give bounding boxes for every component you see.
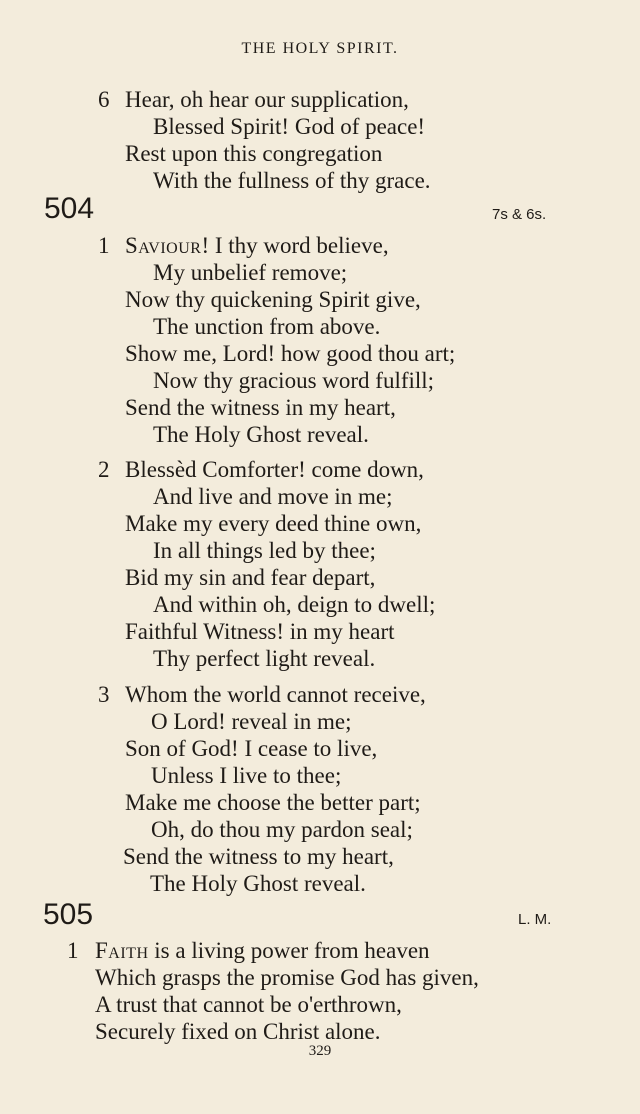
- verse-line: Whom the world cannot receive,: [125, 682, 426, 707]
- meter-label: 7s & 6s.: [492, 206, 547, 223]
- verse-line: Make my every deed thine own,: [125, 511, 422, 536]
- verse-line: Unless I live to thee;: [151, 763, 342, 788]
- verse-line: My unbelief remove;: [153, 260, 348, 285]
- verse-line: And live and move in me;: [153, 484, 393, 509]
- verse-line: Securely fixed on Christ alone.: [95, 1019, 381, 1044]
- verse-line: Oh, do thou my pardon seal;: [151, 817, 413, 842]
- stanza-number: 2: [98, 457, 110, 482]
- verse-line: Rest upon this congregation: [125, 141, 383, 166]
- verse-line: And within oh, deign to dwell;: [153, 592, 436, 617]
- verse-line: Send the witness to my heart,: [123, 844, 394, 869]
- verse-line: The unction from above.: [153, 314, 381, 339]
- running-header: THE HOLY SPIRIT.: [241, 40, 399, 57]
- verse-lead-word: Faith: [95, 938, 149, 963]
- verse-line: A trust that cannot be o'erthrown,: [95, 992, 402, 1017]
- stanza-number: 3: [98, 682, 110, 707]
- verse-line: Thy perfect light reveal.: [153, 646, 376, 671]
- verse-line: Bid my sin and fear depart,: [125, 565, 376, 590]
- verse-line: Now thy gracious word fulfill;: [153, 368, 435, 393]
- stanza-number: 1: [67, 938, 79, 963]
- verse-line: O Lord! reveal in me;: [151, 709, 352, 734]
- hymn-number: 504: [44, 192, 95, 225]
- verse-line: Son of God! I cease to live,: [125, 736, 378, 761]
- meter-label: L. M.: [518, 911, 552, 928]
- stanza-number: 6: [98, 87, 110, 112]
- verse-line: Blessed Spirit! God of peace!: [153, 114, 426, 139]
- verse-line: Saviour! I thy word believe,: [125, 233, 389, 258]
- verse-line: Now thy quickening Spirit give,: [125, 287, 421, 312]
- hymn-number: 505: [43, 898, 94, 931]
- verse-line: Faith is a living power from heaven: [95, 938, 430, 963]
- verse-line: Show me, Lord! how good thou art;: [125, 341, 456, 366]
- stanza-number: 1: [98, 233, 110, 258]
- verse-lead-word: Saviour: [125, 233, 202, 258]
- verse-line: With the fullness of thy grace.: [153, 168, 431, 193]
- verse-line: Faithful Witness! in my heart: [125, 619, 395, 644]
- verse-line: In all things led by thee;: [153, 538, 376, 563]
- verse-line: The Holy Ghost reveal.: [150, 871, 366, 896]
- verse-line: Send the witness in my heart,: [125, 395, 396, 420]
- verse-line: Make me choose the better part;: [125, 790, 421, 815]
- verse-line: Which grasps the promise God has given,: [95, 965, 479, 990]
- verse-line: Blessèd Comforter! come down,: [125, 457, 424, 482]
- page-number: 329: [308, 1043, 332, 1059]
- verse-line: Hear, oh hear our supplication,: [125, 87, 409, 112]
- verse-line: The Holy Ghost reveal.: [153, 422, 369, 447]
